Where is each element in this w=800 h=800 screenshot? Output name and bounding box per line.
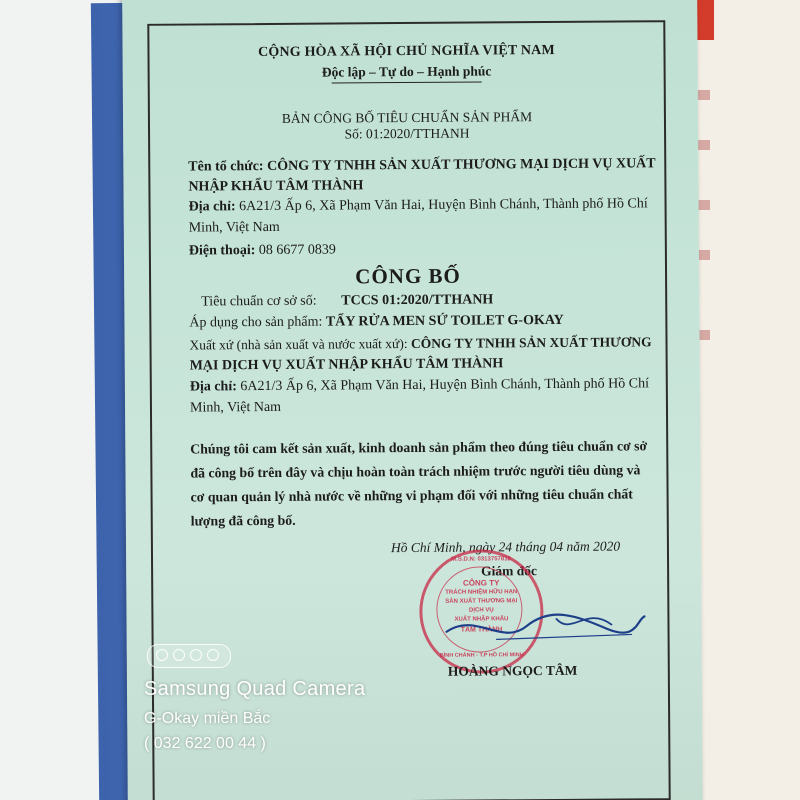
- camera-lens-icon: [147, 644, 231, 668]
- origin-line2: MẠI DỊCH VỤ XUẤT NHẬP KHẨU TÂM THÀNH: [189, 356, 504, 374]
- org-phone-value: 08 6677 0839: [258, 242, 336, 259]
- origin-label: Xuất xứ (nhà sản xuất và nước xuất xứ):: [189, 336, 408, 353]
- seal-line: DỊCH VỤ: [469, 607, 494, 614]
- product-label: Áp dụng cho sản phẩm:: [189, 314, 323, 331]
- document-title: BẢN CÔNG BỐ TIÊU CHUẨN SẢN PHẨM: [281, 109, 533, 126]
- motto: [148, 62, 666, 85]
- commitment-line: Chúng tôi cam kết sản xuất, kinh doanh sản phẩm theo đúng tiêu chuẩn cơ sở: [190, 438, 648, 457]
- country-header: CỘNG HÒA XÃ HỘI CHỦ NGHĨA VIỆT NAM: [258, 42, 555, 61]
- origin-value: CÔNG TY TNHH SẢN XUẤT THƯƠNG: [410, 334, 652, 351]
- origin-line1: [189, 334, 651, 353]
- org-address-label: Địa chỉ:: [188, 199, 236, 215]
- commitment-line: lượng đã công bố.: [190, 512, 296, 529]
- seal-ring-bottom: BÌNH CHÁNH - T.P HỒ CHÍ MINH: [439, 652, 524, 659]
- org-name-line1: [188, 156, 655, 175]
- commitment-line: cơ quan quản lý nhà nước về những vi phạm đối với những tiêu chuẩn chất: [190, 486, 633, 505]
- org-name-label: Tên tổ chức:: [188, 159, 264, 175]
- org-address-value: 6A21/3 Ấp 6, Xã Phạm Văn Hai, Huyện Bình Chánh, Thành phố Hồ Chí: [239, 196, 648, 215]
- declaration-heading: CÔNG BỐ: [355, 263, 461, 289]
- declaration-address-line1: [190, 376, 649, 395]
- org-phone: [189, 243, 336, 260]
- phone-watermark: ( 032 622 00 44 ): [144, 735, 266, 752]
- org-phone-label: Điện thoại:: [188, 243, 256, 259]
- signer-position: Giám đốc: [481, 563, 538, 579]
- handwritten-signature: [406, 590, 646, 652]
- org-address-line1: [189, 196, 648, 215]
- seal-line: SẢN XUẤT THƯƠNG MẠI: [445, 598, 518, 605]
- seal-line: XUẤT NHẬP KHẨU: [454, 616, 509, 623]
- seal-line: TÂM THÀNH: [460, 626, 503, 634]
- motto-underline: [332, 81, 482, 83]
- declaration-address-value: 6A21/3 Ấp 6, Xã Phạm Văn Hai, Huyện Bình Chánh, Thành phố Hồ Chí: [240, 376, 650, 395]
- camera-watermark: Samsung Quad Camera: [144, 678, 366, 700]
- shop-watermark: G-Okay miền Bắc: [144, 710, 271, 727]
- standard-line: [201, 294, 317, 311]
- product-value: TẨY RỬA MEN SỨ TOILET G-OKAY: [325, 312, 564, 330]
- document-number: Số: 01:2020/TTHANH: [344, 125, 470, 142]
- commitment-line: đã công bố trên đây và chịu hoàn toàn trách nhiệm trước người tiêu dùng và: [190, 462, 641, 481]
- standard-value: TCCS 01:2020/TTHANH: [341, 292, 494, 309]
- declaration-address-label: Địa chỉ:: [189, 379, 237, 395]
- org-name-value: CÔNG TY TNHH SẢN XUẤT THƯƠNG MẠI DỊCH VỤ XUẤT: [267, 156, 656, 174]
- org-address-line2: Minh, Việt Nam: [188, 219, 280, 236]
- place-date: Hồ Chí Minh, ngày 24 tháng 04 năm 2020: [390, 538, 621, 556]
- seal-ring-top: M.S.D.N: 0313757818: [451, 556, 511, 563]
- seal-line: TRÁCH NHIỆM HỮU HẠN: [445, 589, 518, 596]
- declaration-address-line2: Minh, Việt Nam: [189, 399, 282, 416]
- product-line: [189, 313, 564, 332]
- motto-text: Độc lập – Tự do – Hạnh phúc: [321, 63, 492, 80]
- seal-line: CÔNG TY: [462, 578, 500, 588]
- signer-name: HOÀNG NGỌC TÂM: [447, 662, 578, 679]
- org-name-line2: NHẬP KHẨU TÂM THÀNH: [188, 178, 364, 195]
- standard-label: Tiêu chuẩn cơ sở số:: [201, 293, 317, 310]
